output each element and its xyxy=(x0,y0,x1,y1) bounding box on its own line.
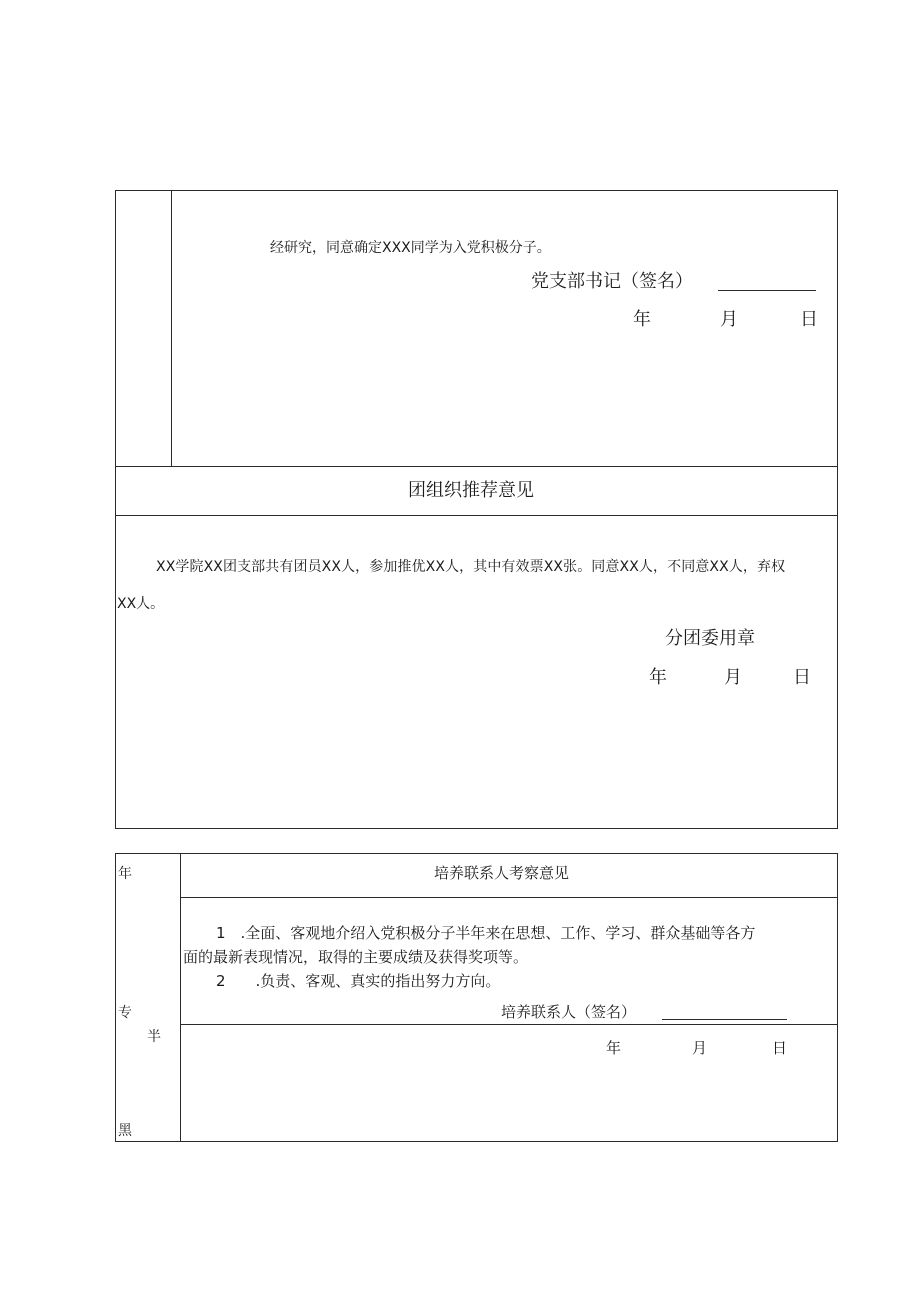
table2-row-divider-1 xyxy=(180,897,838,898)
table1-right-border xyxy=(837,190,838,829)
contact-item1-line2: 面的最新表现情况，取得的主要成绩及获得奖项等。 xyxy=(183,948,529,966)
contact-item1-line1: 1 .全面、客观地介绍入党积极分子半年来在思想、工作、学习、群众基础等各方 xyxy=(216,924,756,942)
contact-sign-line[interactable] xyxy=(662,1019,787,1020)
side-char-mid-b: 半 xyxy=(147,1029,161,1045)
contact-date-month: 月 xyxy=(692,1039,708,1057)
table2-bottom-border xyxy=(115,1141,838,1142)
table2-left-border xyxy=(115,853,116,1142)
secretary-sign-label: 党支部书记（签名） xyxy=(531,271,693,292)
party-date-day: 日 xyxy=(800,309,818,330)
table1-row-divider-2 xyxy=(115,515,838,516)
league-opinion-line2: XX人。 xyxy=(117,596,165,612)
league-date-month: 月 xyxy=(724,667,742,688)
contact-item2: 2 .负责、客观、真实的指出努力方向。 xyxy=(216,972,501,990)
table1-top-border xyxy=(115,190,838,191)
party-opinion-text: 经研究，同意确定XXX同学为入党积极分子。 xyxy=(270,240,551,256)
side-char-bottom: 黑 xyxy=(118,1123,132,1139)
side-char-top: 年 xyxy=(118,866,132,882)
table1-bottom-border xyxy=(115,828,838,829)
league-date-year: 年 xyxy=(649,667,667,688)
table1-inner-vertical xyxy=(171,190,172,466)
side-char-mid-a: 专 xyxy=(118,1005,132,1021)
table1-left-border xyxy=(115,190,116,829)
secretary-sign-line[interactable] xyxy=(718,290,816,291)
party-date-year: 年 xyxy=(633,309,651,330)
contact-section-title: 培养联系人考察意见 xyxy=(434,864,570,882)
league-seal-label: 分团委用章 xyxy=(665,628,755,649)
contact-date-day: 日 xyxy=(772,1039,788,1057)
league-section-title: 团组织推荐意见 xyxy=(408,480,534,501)
table2-top-border xyxy=(115,853,838,854)
league-opinion-line1: XX学院XX团支部共有团员XX人，参加推优XX人，其中有效票XX张。同意XX人，不同意XX人，弃权 xyxy=(156,559,786,575)
table1-row-divider-1 xyxy=(115,466,838,467)
contact-sign-label: 培养联系人（签名） xyxy=(501,1003,637,1021)
party-date-month: 月 xyxy=(720,309,738,330)
table2-row-divider-2 xyxy=(180,1024,838,1025)
contact-date-year: 年 xyxy=(606,1039,622,1057)
league-date-day: 日 xyxy=(793,667,811,688)
